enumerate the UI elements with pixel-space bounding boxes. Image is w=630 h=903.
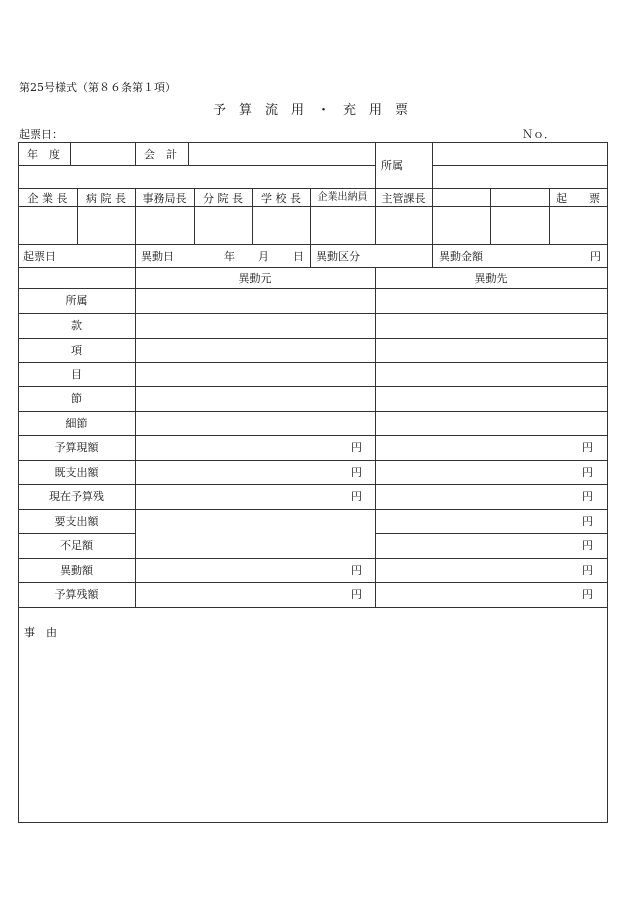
yen-moto-idogaku: 円	[351, 564, 362, 577]
row-label-moku: 目	[71, 368, 82, 381]
no-label: Ｎｏ．	[522, 128, 555, 141]
row-label-kan: 款	[71, 319, 82, 332]
yen-saki-yosan-zangaku: 円	[582, 588, 593, 601]
row-label-fusoku: 不足額	[60, 539, 93, 552]
row-label-yosan-zangaku: 予算残額	[54, 588, 99, 601]
approval-label-shukancho: 主管課長	[381, 192, 426, 205]
idobi-label: 異動日	[141, 250, 174, 263]
ido-kingaku-label: 異動金額	[439, 250, 483, 263]
approval-label-kigyocho: 企 業 長	[27, 192, 68, 205]
column-header-moto: 異動元	[238, 272, 272, 285]
approval-label-byoincho: 病 院 長	[86, 192, 126, 205]
row-label-idogaku: 異動額	[60, 564, 93, 577]
row-label-kishishutsu: 既支出額	[54, 466, 99, 479]
jiyu-label: 事 由	[24, 626, 57, 639]
row-label-yoshishutsu: 要支出額	[54, 515, 99, 528]
row-label-saisetsu: 細節	[65, 417, 88, 430]
nendo-label: 年 度	[27, 148, 60, 161]
hi-label: 日	[293, 250, 304, 263]
approval-label-suitoin: 企業出納員	[317, 192, 368, 203]
approval-label-kihyo: 起 票	[556, 192, 600, 205]
form-number: 第25号様式（第８６条第１項）	[19, 81, 176, 94]
yen-moto-genzai-zan: 円	[351, 490, 362, 503]
kihyobi-label: 起票日：	[19, 128, 63, 141]
row-label-ko: 項	[71, 344, 82, 357]
form-title: 予 算 流 用 ・ 充 用 票	[213, 103, 409, 118]
approval-label-jimukyokucho: 事務局長	[142, 192, 187, 205]
tsuki-label: 月	[258, 250, 269, 263]
yen-moto-yosan-zangaku: 円	[351, 588, 362, 601]
kaikei-label: 会 計	[144, 148, 177, 161]
yen-moto-kishishutsu: 円	[351, 466, 362, 479]
kihyobi-field-label: 起票日	[23, 250, 56, 263]
row-label-yosan-gengaku: 予算現額	[54, 441, 99, 454]
yen-saki-idogaku: 円	[582, 564, 593, 577]
yen-saki-gengaku: 円	[582, 441, 593, 454]
yen-saki-kishishutsu: 円	[582, 466, 593, 479]
approval-label-gakkocho: 学 校 長	[261, 192, 301, 205]
column-header-saki: 異動先	[474, 272, 508, 285]
ido-kubun-label: 異動区分	[316, 250, 360, 263]
row-label-genzai-zan: 現在予算残	[49, 490, 104, 503]
yen-moto-gengaku: 円	[351, 441, 362, 454]
nen-label: 年	[224, 250, 235, 263]
approval-label-bunincho: 分 院 長	[203, 192, 243, 205]
row-label-shozoku: 所属	[65, 294, 88, 307]
shozoku-header-label: 所属	[381, 159, 403, 172]
row-label-setsu: 節	[71, 392, 82, 405]
yen-saki-genzai-zan: 円	[582, 490, 593, 503]
ido-kingaku-yen: 円	[590, 250, 601, 263]
yen-saki-yoshishutsu: 円	[582, 515, 593, 528]
yen-saki-fusoku: 円	[582, 539, 593, 552]
